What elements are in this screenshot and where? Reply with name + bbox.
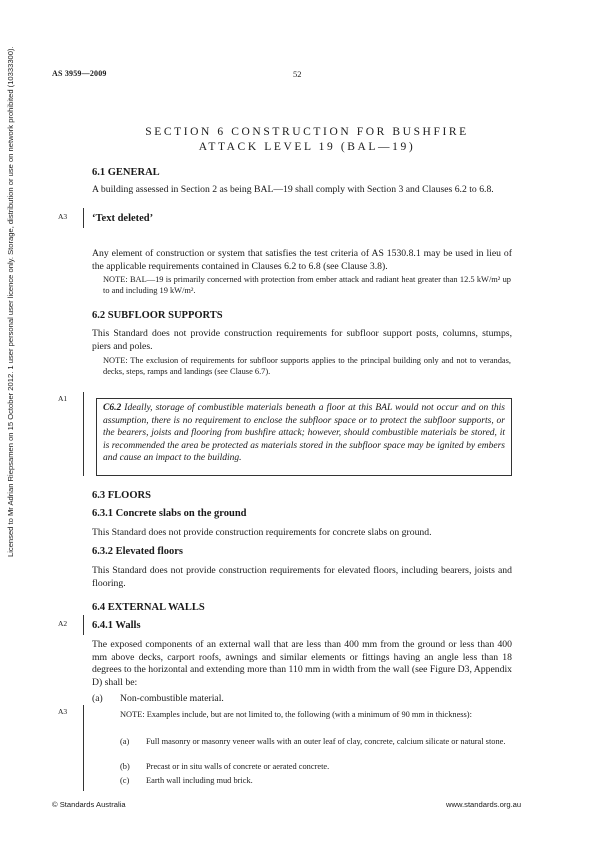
- licence-notice: Licensed to Mr Adrian Riepsamen on 15 October 2012. 1 user personal user licence only. Storage, distribution or use on network prohibited (10333300).: [6, 46, 15, 557]
- note-6-2: NOTE: The exclusion of requirements for subfloor supports applies to the principal building only and not to verandas, decks, steps, ramps and landings (see Clause 6.7).: [103, 356, 511, 376]
- subitem-text: Full masonry or masonry veneer walls with an outer leaf of clay, concrete, calcium silicate or natural stone.: [146, 737, 506, 746]
- change-bar: [83, 392, 84, 476]
- heading-6-2: 6.2 SUBFLOOR SUPPORTS: [92, 310, 223, 321]
- text-deleted: ‘Text deleted’: [92, 213, 154, 224]
- margin-mark-a3-second: A3: [58, 707, 68, 716]
- commentary-label: C6.2: [103, 403, 122, 413]
- para-6-3-2: This Standard does not provide construction requirements for elevated floors, including bearers, joists and flooring.: [92, 565, 512, 589]
- margin-mark-a2: A2: [58, 619, 68, 628]
- commentary-box: [96, 398, 512, 476]
- item-a-note: NOTE: Examples include, but are not limited to, the following (with a minimum of 90 mm in thickness):: [120, 710, 472, 719]
- item-a-text: Non-combustible material.: [120, 693, 224, 704]
- section-title-line-2: ATTACK LEVEL 19 (BAL—19): [198, 141, 416, 153]
- para-6-3-1: This Standard does not provide construction requirements for concrete slabs on ground.: [92, 527, 432, 538]
- heading-6-3-1: 6.3.1 Concrete slabs on the ground: [92, 508, 247, 519]
- footer-copyright: © Standards Australia: [52, 800, 126, 809]
- change-bar: [83, 208, 84, 228]
- note-6-1: NOTE: BAL—19 is primarily concerned with protection from ember attack and radiant heat greater than 12.5 kW/m² up to and including 19 kW/m².: [103, 275, 511, 295]
- section-title-line-1: SECTION 6 CONSTRUCTION FOR BUSHFIRE: [145, 126, 469, 138]
- heading-6-4-1: 6.4.1 Walls: [92, 620, 141, 631]
- page-number: 52: [293, 69, 302, 79]
- heading-6-3: 6.3 FLOORS: [92, 490, 151, 501]
- change-bar: [83, 615, 84, 635]
- margin-mark-a3: A3: [58, 212, 68, 221]
- change-bar: [83, 705, 84, 791]
- footer-website: www.standards.org.au: [446, 800, 522, 809]
- para-6-2: This Standard does not provide construction requirements for subfloor support posts, columns, stumps, piers and poles.: [92, 328, 512, 352]
- margin-mark-a1: A1: [58, 394, 68, 403]
- item-a-label: (a): [92, 693, 103, 704]
- subitem-label: (b): [120, 762, 130, 771]
- heading-6-1: 6.1 GENERAL: [92, 167, 160, 178]
- para-6-1-b: Any element of construction or system that satisfies the test criteria of AS 1530.8.1 may be used in lieu of the applicable requirements contained in Clauses 6.2 to 6.8 (see Clause 3.8).: [92, 248, 512, 272]
- heading-6-3-2: 6.3.2 Elevated floors: [92, 546, 183, 557]
- standard-number: AS 3959—2009: [52, 69, 107, 78]
- para-6-4-1: The exposed components of an external wall that are less than 400 mm from the ground or less than 400 mm above decks, carport roofs, awnings and similar elements or fittings having an angle less than 18 degrees to the horizontal and extending more than 110 mm in width from the wall (see Figure D3, Appendix D) shall be:: [92, 639, 512, 688]
- subitem-text: Precast or in situ walls of concrete or aerated concrete.: [146, 762, 330, 771]
- para-6-1: A building assessed in Section 2 as being BAL—19 shall comply with Section 3 and Clauses 6.2 to 6.8.: [92, 184, 494, 195]
- subitem-text: Earth wall including mud brick.: [146, 776, 253, 785]
- commentary-text: Ideally, storage of combustible materials beneath a floor at this BAL would not occur and on this assumption, there is no requirement to enclose the subfloor space or to protect the subfloor supports, or the bearers, joists and flooring from bushfire attack; however, should combustible materials be stored, it is recommended the area be protected as materials stored in the subfloor space may be ignited by embers and cause an impact to the building.: [103, 403, 505, 464]
- subitem-label: (a): [120, 737, 130, 746]
- subitem-label: (c): [120, 776, 130, 785]
- heading-6-4: 6.4 EXTERNAL WALLS: [92, 602, 205, 613]
